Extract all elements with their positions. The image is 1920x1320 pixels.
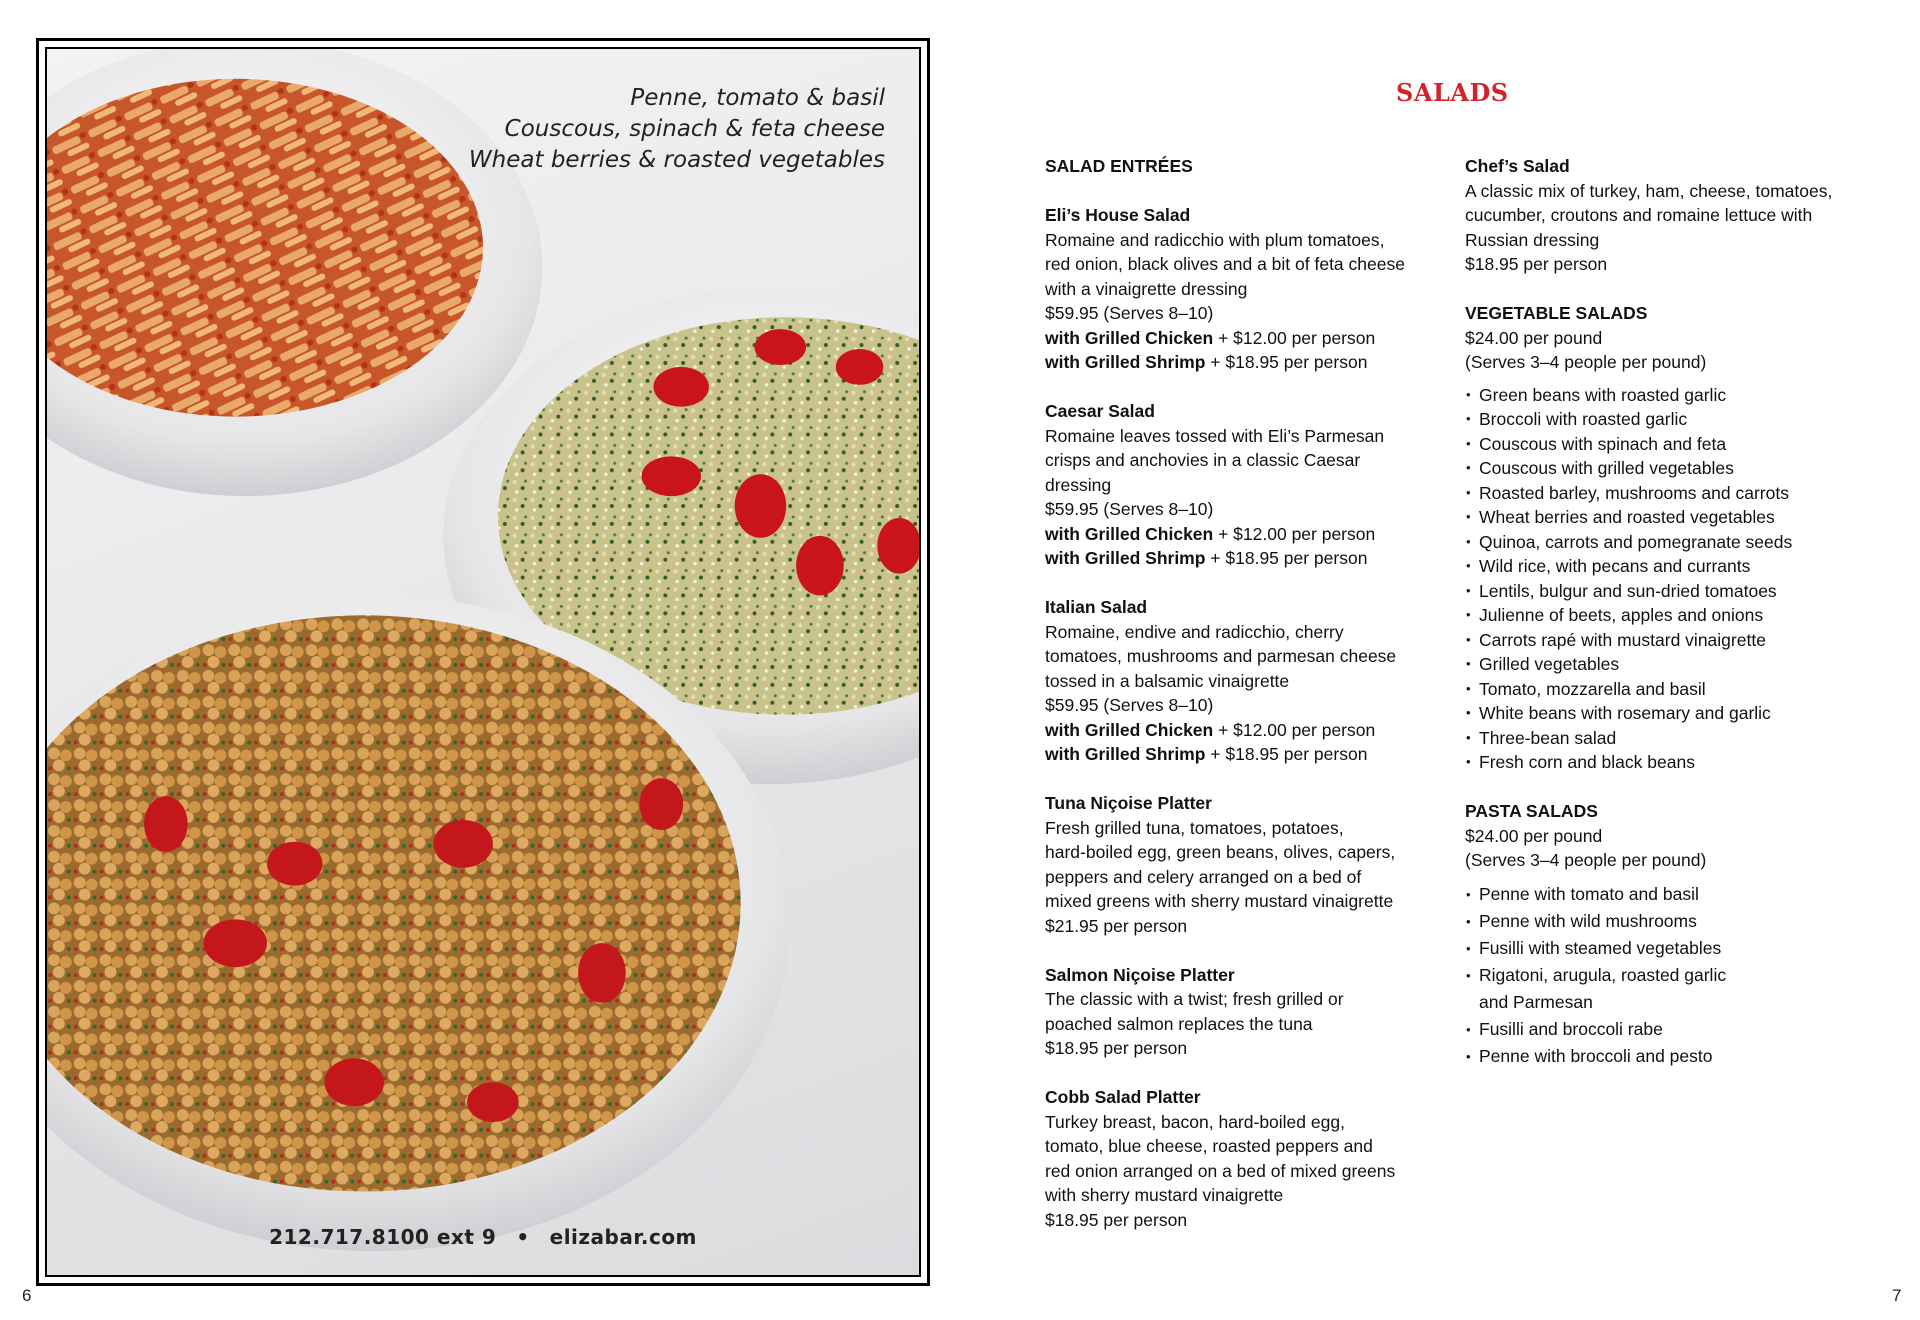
item-description: mixed greens with sherry mustard vinaigrette xyxy=(1045,891,1394,911)
item-description: A classic mix of turkey, ham, cheese, tomatoes, xyxy=(1465,180,1833,201)
menu-item xyxy=(1045,595,1445,767)
item-name: Italian Salad xyxy=(1045,597,1148,617)
item-name: Eli’s House Salad xyxy=(1045,205,1191,225)
list-item: • White beans with rosemary and garlic xyxy=(1465,701,1885,726)
addon-price: + $12.00 per person xyxy=(1213,327,1376,348)
addon-label: with Grilled Chicken xyxy=(1045,327,1214,348)
item-description: crisps and anchovies in a classic Caesar xyxy=(1045,450,1361,470)
list-item xyxy=(1465,962,1885,1016)
item-price: $59.95 (Serves 8–10) xyxy=(1045,695,1214,715)
list-item: • Wild rice, with pecans and currants xyxy=(1465,554,1885,579)
salad-entrees-column xyxy=(1045,154,1445,1257)
menu-item xyxy=(1045,963,1445,1061)
addon-price: + $12.00 per person xyxy=(1213,523,1376,544)
list-item: • Julienne of beets, apples and onions xyxy=(1465,603,1885,628)
list-item: • Penne with tomato and basil xyxy=(1465,881,1885,908)
item-price: $21.95 per person xyxy=(1045,915,1188,936)
addon-price: + $12.00 per person xyxy=(1213,719,1376,740)
item-description: red onion arranged on a bed of mixed greens xyxy=(1045,1160,1396,1181)
item-description: with sherry mustard vinaigrette xyxy=(1045,1185,1284,1205)
item-addon xyxy=(1045,742,1445,767)
addon-price: + $18.95 per person xyxy=(1205,744,1368,764)
item-price: $18.95 per person xyxy=(1045,1038,1188,1058)
item-addon xyxy=(1045,326,1445,351)
item-addon xyxy=(1045,350,1445,375)
list-item-line: Rigatoni, arugula, roasted garlic xyxy=(1479,964,1727,985)
list-item: • Three-bean salad xyxy=(1465,726,1885,751)
addon-label: with Grilled Shrimp xyxy=(1045,744,1206,764)
list-item: • Penne with broccoli and pesto xyxy=(1465,1043,1885,1070)
caption-line: Wheat berries & roasted vegetables xyxy=(468,147,885,173)
item-description: red onion, black olives and a bit of feta cheese xyxy=(1045,254,1405,274)
item-description: poached salmon replaces the tuna xyxy=(1045,1013,1313,1034)
list-item: • Carrots rapé with mustard vinaigrette xyxy=(1465,628,1885,653)
list-item: • Lentils, bulgur and sun-dried tomatoes xyxy=(1465,579,1885,604)
caption-line: Couscous, spinach & feta cheese xyxy=(504,116,885,142)
item-name: Chef’s Salad xyxy=(1465,156,1570,176)
item-addon xyxy=(1045,522,1445,547)
phone-number: 212.717.8100 ext 9 xyxy=(269,1225,497,1249)
vegetable-salads-price: $24.00 per pound xyxy=(1465,327,1603,348)
list-item: • Quinoa, carrots and pomegranate seeds xyxy=(1465,530,1885,555)
item-description: The classic with a twist; fresh grilled or xyxy=(1045,989,1344,1009)
item-description: Turkey breast, bacon, hard-boiled egg, xyxy=(1045,1111,1345,1132)
salad-entrees-heading: SALAD ENTRÉES xyxy=(1045,156,1193,176)
list-item: • Broccoli with roasted garlic xyxy=(1465,407,1885,432)
addon-label: with Grilled Chicken xyxy=(1045,719,1214,740)
menu-item xyxy=(1045,203,1445,375)
contact-footer xyxy=(47,1225,919,1249)
list-item: • Fusilli and broccoli rabe xyxy=(1465,1016,1885,1043)
caption-line: Penne, tomato & basil xyxy=(630,85,885,111)
item-description: Romaine and radicchio with plum tomatoes, xyxy=(1045,229,1385,250)
item-description: peppers and celery arranged on a bed of xyxy=(1045,866,1362,887)
item-addon xyxy=(1045,718,1445,743)
list-item: • Roasted barley, mushrooms and carrots xyxy=(1465,481,1885,506)
item-description: tomato, blue cheese, roasted peppers and xyxy=(1045,1136,1373,1156)
list-item-line: and Parmesan xyxy=(1479,991,1593,1012)
list-item: • Tomato, mozzarella and basil xyxy=(1465,677,1885,702)
item-price: $18.95 per person xyxy=(1045,1209,1188,1230)
photo-frame xyxy=(36,38,930,1286)
photo-caption xyxy=(469,83,885,176)
vegetable-salads-list xyxy=(1465,383,1885,775)
page-number-right: 7 xyxy=(1892,1286,1902,1305)
list-item: • Couscous with spinach and feta xyxy=(1465,432,1885,457)
separator-dot: • xyxy=(516,1225,530,1249)
list-item: • Green beans with roasted garlic xyxy=(1465,383,1885,408)
item-addon xyxy=(1045,546,1445,571)
website-link[interactable]: elizabar.com xyxy=(549,1225,697,1249)
item-description: Romaine leaves tossed with Eli’s Parmesan xyxy=(1045,425,1385,446)
item-name: Salmon Niçoise Platter xyxy=(1045,964,1235,985)
item-price: $59.95 (Serves 8–10) xyxy=(1045,499,1214,519)
list-item: • Fusilli with steamed vegetables xyxy=(1465,935,1885,962)
chefs-salad xyxy=(1465,154,1885,277)
item-name: Caesar Salad xyxy=(1045,401,1155,421)
item-name: Cobb Salad Platter xyxy=(1045,1087,1201,1107)
item-description: with a vinaigrette dressing xyxy=(1045,278,1248,299)
item-description: Fresh grilled tuna, tomatoes, potatoes, xyxy=(1045,817,1344,838)
list-item: • Fresh corn and black beans xyxy=(1465,750,1885,775)
menu-item xyxy=(1045,791,1445,938)
addon-label: with Grilled Chicken xyxy=(1045,523,1214,544)
addon-price: + $18.95 per person xyxy=(1205,352,1368,372)
item-name: Tuna Niçoise Platter xyxy=(1045,793,1212,813)
vegetable-salads-heading: VEGETABLE SALADS xyxy=(1465,303,1648,323)
menu-item xyxy=(1045,399,1445,571)
item-price: $59.95 (Serves 8–10) xyxy=(1045,303,1214,323)
list-item: • Grilled vegetables xyxy=(1465,652,1885,677)
addon-label: with Grilled Shrimp xyxy=(1045,548,1206,568)
item-description: Russian dressing xyxy=(1465,229,1600,250)
list-item: • Wheat berries and roasted vegetables xyxy=(1465,505,1885,530)
salad-bowls-photo xyxy=(45,47,921,1277)
list-item: • Couscous with grilled vegetables xyxy=(1465,456,1885,481)
pasta-salads-price: $24.00 per pound xyxy=(1465,825,1603,846)
addon-price: + $18.95 per person xyxy=(1205,548,1368,568)
vegetable-salads-serves: (Serves 3–4 people per pound) xyxy=(1465,352,1707,372)
salad-bowls-illustration xyxy=(47,49,919,1275)
section-title: SALADS xyxy=(1396,78,1509,107)
pasta-salads-serves: (Serves 3–4 people per pound) xyxy=(1465,850,1707,870)
menu-item xyxy=(1045,1085,1445,1232)
pasta-salads-list xyxy=(1465,881,1885,1070)
list-item: • Penne with wild mushrooms xyxy=(1465,908,1885,935)
item-description: cucumber, croutons and romaine lettuce with xyxy=(1465,205,1813,225)
pasta-salads-section xyxy=(1465,799,1885,1070)
page-number-left: 6 xyxy=(22,1286,32,1305)
item-description: dressing xyxy=(1045,474,1112,495)
pasta-salads-heading: PASTA SALADS xyxy=(1465,801,1598,821)
item-description: tomatoes, mushrooms and parmesan cheese xyxy=(1045,646,1397,666)
addon-label: with Grilled Shrimp xyxy=(1045,352,1206,372)
item-description: Romaine, endive and radicchio, cherry xyxy=(1045,621,1344,642)
item-price: $18.95 per person xyxy=(1465,254,1608,274)
salads-column-right xyxy=(1465,154,1885,1094)
item-description: hard-boiled egg, green beans, olives, capers, xyxy=(1045,842,1396,862)
item-description: tossed in a balsamic vinaigrette xyxy=(1045,670,1290,691)
vegetable-salads-section xyxy=(1465,301,1885,775)
